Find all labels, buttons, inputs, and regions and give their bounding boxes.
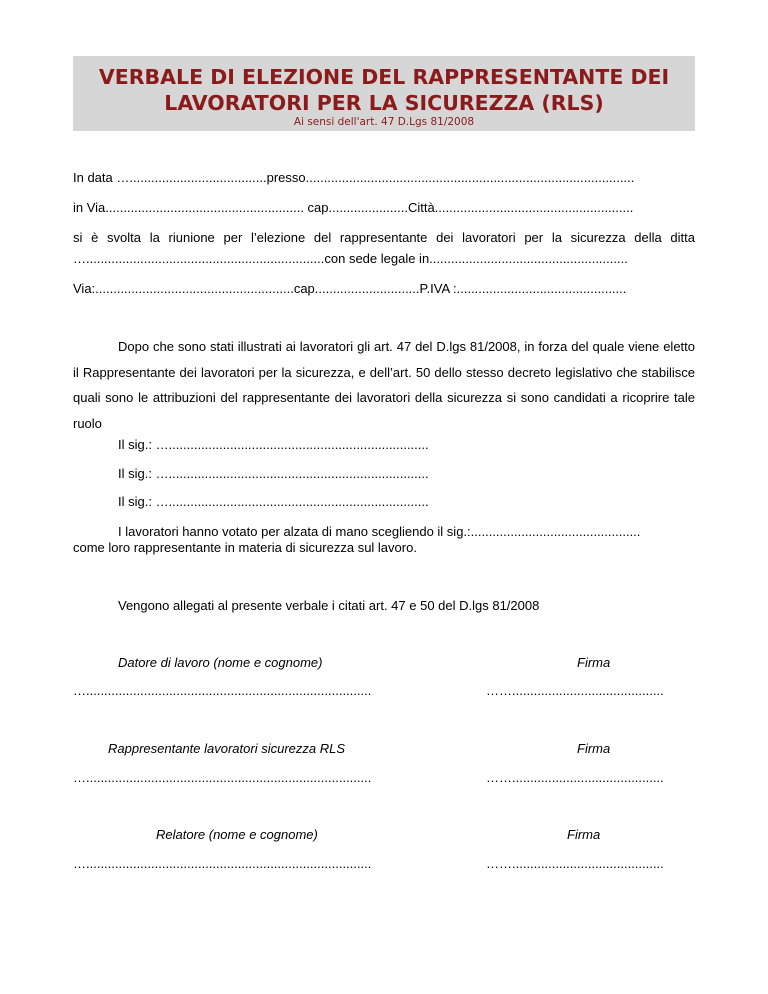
relatore-label: Relatore (nome e cognome) xyxy=(156,827,318,842)
relatore-name-line: …............................................................................... xyxy=(73,856,372,871)
candidate-line-1: Il sig.: …........................................................................ xyxy=(118,437,429,452)
intro-paragraph xyxy=(73,334,695,436)
relatore-firma-line: …….......................................... xyxy=(486,856,664,871)
attachments-line: Vengono allegati al presente verbale i citati art. 47 e 50 del D.lgs 81/2008 xyxy=(118,598,540,613)
document-header xyxy=(73,56,695,131)
relatore-firma-label: Firma xyxy=(567,827,601,842)
vote-line-continued: come loro rappresentante in materia di sicurezza sul lavoro. xyxy=(73,540,417,555)
vote-line: I lavoratori hanno votato per alzata di mano scegliendo il sig.:............................................... xyxy=(118,524,641,539)
address-line: in Via....................................................... cap......................Città....................................................... xyxy=(73,200,634,215)
rls-label: Rappresentante lavoratori sicurezza RLS xyxy=(108,741,346,756)
datore-firma-label: Firma xyxy=(577,655,611,670)
datore-firma-line: …….......................................... xyxy=(486,683,664,698)
document-subtitle: Ai sensi dell'art. 47 D.Lgs 81/2008 xyxy=(293,116,475,128)
datore-label: Datore di lavoro (nome e cognome) xyxy=(118,655,323,670)
company-line: …..................................................................con sede legale in....................................................... xyxy=(73,251,628,266)
rls-firma-label: Firma xyxy=(577,741,611,756)
candidate-line-2: Il sig.: …........................................................................ xyxy=(118,466,429,481)
rls-firma-line: …….......................................... xyxy=(486,770,664,785)
candidate-line-3: Il sig.: …........................................................................ xyxy=(118,494,429,509)
rls-name-line: …............................................................................... xyxy=(73,770,372,785)
meeting-line: si è svolta la riunione per l’elezione del rappresentante dei lavoratori per la sicurezza della ditta xyxy=(73,230,695,245)
document-title xyxy=(73,64,695,116)
company-address-line: Via:.......................................................cap.............................P.IVA :............................................... xyxy=(73,281,627,296)
title-line-1: VERBALE DI ELEZIONE DEL RAPPRESENTANTE DEI xyxy=(98,65,670,89)
date-place-line: In data …......................................presso........................................................................................... xyxy=(73,170,635,185)
intro-paragraph-text: Dopo che sono stati illustrati ai lavoratori gli art. 47 del D.lgs 81/2008, in forza del quale viene eletto il Rappresentante dei lavoratori per la sicurezza, e dell’art. 50 dello stesso decreto legislativo che stabilisce quali sono le attribuzioni del rappresentante dei lavoratori della sicurezza si sono candidati a ricoprire tale ruolo xyxy=(73,339,695,431)
datore-name-line: …............................................................................... xyxy=(73,683,372,698)
title-line-2: LAVORATORI PER LA SICUREZZA (RLS) xyxy=(164,91,604,115)
